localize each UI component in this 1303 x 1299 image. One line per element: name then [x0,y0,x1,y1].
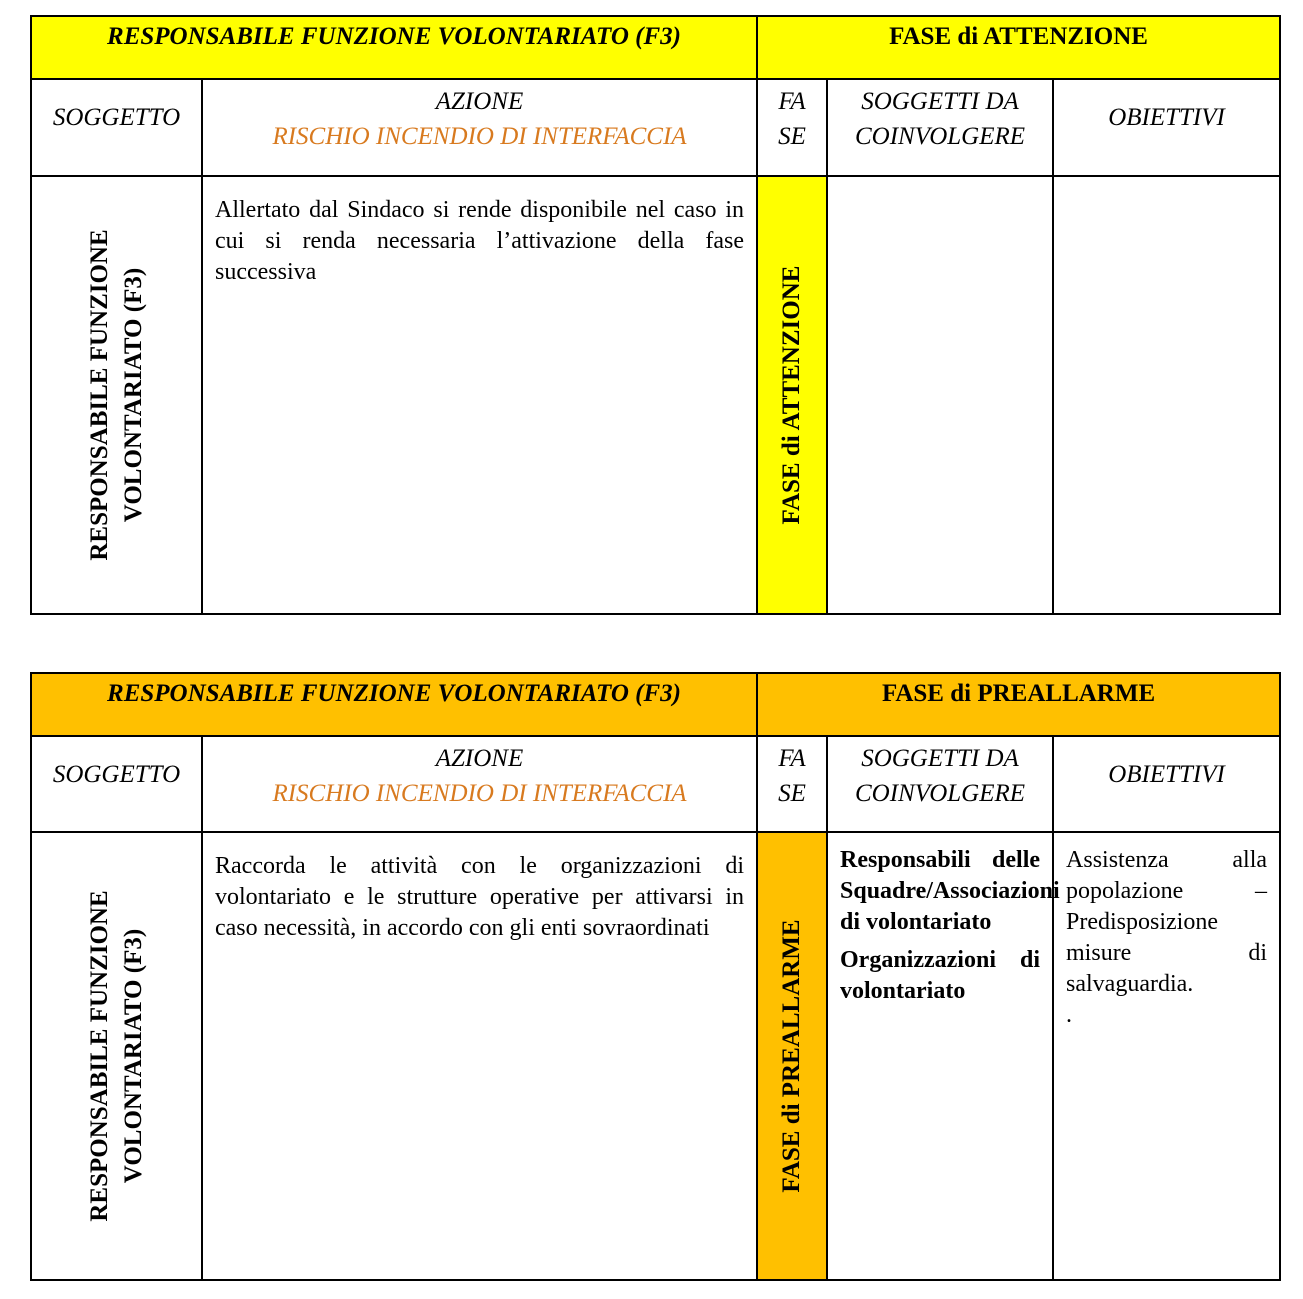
coinvolgere-cell [827,176,1053,614]
obiettivi-cell [1053,176,1280,614]
header-coinvolgere-line1: SOGGETTI DA [861,88,1019,115]
table-title: RESPONSABILE FUNZIONE VOLONTARIATO (F3) [31,673,757,736]
header-soggetti-coinvolgere [827,736,1053,832]
attenzione-table [30,15,1281,615]
header-obiettivi: OBIETTIVI [1053,736,1280,832]
header-fase [757,79,827,176]
azione-cell: Raccorda le attività con le organizzazioni di volontariato e le strutture operative per attivarsi in caso necessità, in accordo con gli enti sovraordinati [202,832,757,1280]
soggetto-vertical-text [83,890,151,1221]
azione-cell: Allertato dal Sindaco si rende disponibile nel caso in cui si renda necessaria l’attivazione della fase successiva [202,176,757,614]
table-title: RESPONSABILE FUNZIONE VOLONTARIATO (F3) [31,16,757,79]
header-fase [757,736,827,832]
header-soggetto: SOGGETTO [31,736,202,832]
header-soggetto: SOGGETTO [31,79,202,176]
header-fase-line2: SE [778,780,806,807]
soggetto-line2: VOLONTARIATO (F3) [119,267,147,523]
obiettivi-item: . [1066,1002,1073,1028]
fase-vertical-text: FASE di PREALLARME [778,919,806,1193]
soggetto-line1: RESPONSABILE FUNZIONE [85,890,113,1222]
header-fase-line1: FA [778,745,806,772]
header-rischio: RISCHIO INCENDIO DI INTERFACCIA [272,123,687,150]
fase-cell [757,176,827,614]
header-soggetti-coinvolgere [827,79,1053,176]
obiettivi-cell [1053,832,1280,1280]
phase-title: FASE di ATTENZIONE [757,16,1280,79]
coinvolgere-item: Organizzazioni di volontariato [840,947,1041,1004]
header-coinvolgere-line1: SOGGETTI DA [861,745,1019,772]
fase-cell [757,832,827,1280]
soggetto-line2: VOLONTARIATO (F3) [119,928,147,1184]
soggetto-line1: RESPONSABILE FUNZIONE [85,229,113,561]
header-azione-label: AZIONE [435,88,524,115]
fase-vertical-text: FASE di ATTENZIONE [778,265,806,525]
soggetto-cell [31,832,202,1280]
header-fase-line2: SE [778,123,806,150]
header-azione [202,736,757,832]
coinvolgere-cell [827,832,1060,1280]
header-coinvolgere-line2: COINVOLGERE [854,123,1026,150]
preallarme-table [30,672,1281,1281]
header-fase-line1: FA [778,88,806,115]
coinvolgere-item: Responsabili delle Squadre/Associazioni di volontariato [840,847,1060,935]
soggetto-cell [31,176,202,614]
header-azione-label: AZIONE [435,745,524,772]
header-rischio: RISCHIO INCENDIO DI INTERFACCIA [272,780,687,807]
phase-title: FASE di PREALLARME [757,673,1280,736]
obiettivi-item: Assistenza alla popolazione – Predisposizione misure di salvaguardia. [1066,847,1268,997]
header-coinvolgere-line2: COINVOLGERE [854,780,1026,807]
soggetto-vertical-text [83,229,151,560]
header-obiettivi: OBIETTIVI [1053,79,1280,176]
header-azione [202,79,757,176]
